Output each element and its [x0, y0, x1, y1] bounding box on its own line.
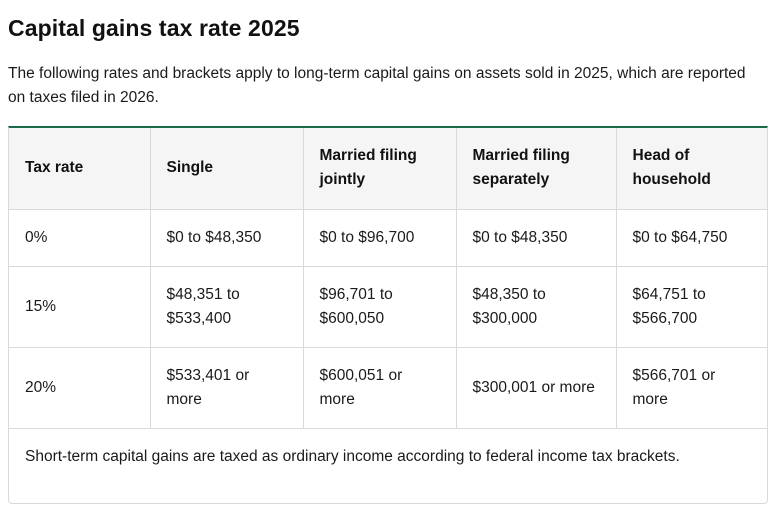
cell-single: $0 to $48,350 [150, 209, 303, 266]
cell-rate: 0% [9, 209, 150, 266]
table-row [9, 266, 768, 347]
cell-rate: 15% [9, 266, 150, 347]
header-tax-rate: Tax rate [9, 128, 150, 209]
cell-married-separately: $300,001 or more [456, 347, 616, 428]
cell-single: $533,401 or more [150, 347, 303, 428]
tax-rate-table-container [8, 126, 768, 504]
cell-head-of-household: $0 to $64,750 [616, 209, 768, 266]
cell-head-of-household: $566,701 or more [616, 347, 768, 428]
cell-married-jointly: $0 to $96,700 [303, 209, 456, 266]
intro-paragraph: The following rates and brackets apply to long-term capital gains on assets sold in 2025, which are reported on taxes filed in 2026. [8, 65, 746, 106]
table-footnote: Short-term capital gains are taxed as ordinary income according to federal income tax brackets. [25, 447, 680, 465]
header-married-separately: Married filing separately [456, 128, 616, 209]
cell-head-of-household: $64,751 to $566,700 [616, 266, 768, 347]
cell-married-jointly: $600,051 or more [303, 347, 456, 428]
header-single: Single [150, 128, 303, 209]
cell-single: $48,351 to $533,400 [150, 266, 303, 347]
section-title: Capital gains tax rate 2025 [8, 15, 300, 41]
header-married-jointly: Married filing jointly [303, 128, 456, 209]
tax-rate-table [9, 128, 768, 429]
header-head-of-household: Head of household [616, 128, 768, 209]
cell-married-jointly: $96,701 to $600,050 [303, 266, 456, 347]
table-row [9, 209, 768, 266]
cell-married-separately: $0 to $48,350 [456, 209, 616, 266]
table-header-row [9, 128, 768, 209]
cell-married-separately: $48,350 to $300,000 [456, 266, 616, 347]
table-row [9, 347, 768, 428]
cell-rate: 20% [9, 347, 150, 428]
